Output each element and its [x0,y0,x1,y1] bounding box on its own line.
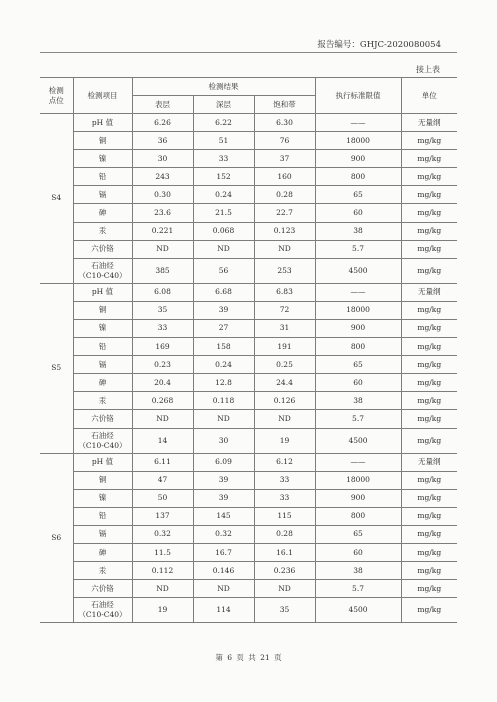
unit-cell: mg/kg [401,204,457,222]
limit-cell: 38 [315,392,401,410]
header-point [40,78,73,114]
unit-cell: mg/kg [401,562,457,580]
surface-cell: 0.30 [132,186,193,204]
deep-cell: 30 [193,428,254,453]
unit-cell: 无量纲 [401,453,457,471]
limit-cell: 60 [315,374,401,392]
unit-cell: mg/kg [401,374,457,392]
deep-cell: 39 [193,489,254,507]
unit-cell: mg/kg [401,258,457,283]
results-table [40,77,457,623]
surface-cell: 33 [132,319,193,337]
table-row [40,374,457,392]
table-row [40,114,457,132]
item-cell: 六价铬 [73,240,132,258]
item-cell: 铅 [73,338,132,356]
deep-cell: 33 [193,150,254,168]
deep-cell: 0.118 [193,392,254,410]
saturated-cell: 0.126 [254,392,315,410]
deep-cell: 0.146 [193,562,254,580]
saturated-cell: 35 [254,598,315,623]
unit-cell: mg/kg [401,150,457,168]
table-row [40,150,457,168]
item-cell: 铅 [73,507,132,525]
surface-cell: 50 [132,489,193,507]
point-label: S5 [40,283,73,453]
limit-cell: 60 [315,543,401,561]
unit-cell: mg/kg [401,471,457,489]
deep-cell: 39 [193,471,254,489]
unit-cell: mg/kg [401,301,457,319]
table-row [40,258,457,283]
item-cell: 镍 [73,489,132,507]
limit-cell: 60 [315,204,401,222]
item-cell [73,428,132,453]
saturated-cell: 115 [254,507,315,525]
item-cell: 六价铬 [73,410,132,428]
unit-cell: mg/kg [401,525,457,543]
saturated-cell: 72 [254,301,315,319]
saturated-cell: 6.30 [254,114,315,132]
saturated-cell: 0.28 [254,186,315,204]
point-label: S4 [40,114,73,284]
saturated-cell: 33 [254,471,315,489]
item-cell: 砷 [73,374,132,392]
deep-cell: 152 [193,168,254,186]
deep-cell: 56 [193,258,254,283]
surface-cell: 6.08 [132,283,193,301]
deep-cell: ND [193,580,254,598]
surface-cell: 385 [132,258,193,283]
saturated-cell: 0.28 [254,525,315,543]
item-cell: pH 值 [73,114,132,132]
unit-cell: mg/kg [401,428,457,453]
limit-cell: 800 [315,338,401,356]
deep-cell: ND [193,240,254,258]
surface-cell: 19 [132,598,193,623]
saturated-cell: 31 [254,319,315,337]
limit-cell: 900 [315,319,401,337]
limit-cell: 38 [315,222,401,240]
unit-cell: mg/kg [401,489,457,507]
header-saturated: 饱和带 [254,96,315,114]
saturated-cell: 19 [254,428,315,453]
item-cell: pH 值 [73,453,132,471]
saturated-cell: ND [254,410,315,428]
table-row [40,562,457,580]
header-divider [40,52,457,53]
unit-cell: mg/kg [401,507,457,525]
deep-cell: ND [193,410,254,428]
surface-cell: 35 [132,301,193,319]
item-cell: 铜 [73,301,132,319]
saturated-cell: 191 [254,338,315,356]
table-row [40,428,457,453]
table-row [40,543,457,561]
deep-cell: 39 [193,301,254,319]
item-cell: 镉 [73,356,132,374]
unit-cell: mg/kg [401,410,457,428]
header-limit: 执行标准限值 [315,78,401,114]
deep-cell: 27 [193,319,254,337]
unit-cell: mg/kg [401,132,457,150]
table-row [40,222,457,240]
unit-cell: mg/kg [401,543,457,561]
item-cell: pH 值 [73,283,132,301]
unit-cell: mg/kg [401,319,457,337]
unit-cell: mg/kg [401,168,457,186]
table-row [40,410,457,428]
limit-cell: —— [315,114,401,132]
limit-cell: 18000 [315,132,401,150]
table-row [40,132,457,150]
surface-cell: 11.5 [132,543,193,561]
saturated-cell: 0.123 [254,222,315,240]
saturated-cell: 6.83 [254,283,315,301]
deep-cell: 0.068 [193,222,254,240]
saturated-cell: 37 [254,150,315,168]
table-row [40,356,457,374]
saturated-cell: 0.25 [254,356,315,374]
surface-cell: 243 [132,168,193,186]
item-cell: 砷 [73,543,132,561]
table-row [40,283,457,301]
header-unit: 单位 [401,78,457,114]
item-cell: 镉 [73,525,132,543]
table-row [40,453,457,471]
deep-cell: 16.7 [193,543,254,561]
unit-cell: mg/kg [401,598,457,623]
item-name: 石油烃 [91,430,114,440]
saturated-cell: ND [254,580,315,598]
unit-cell: 无量纲 [401,114,457,132]
unit-cell: mg/kg [401,580,457,598]
header-deep: 深层 [193,96,254,114]
limit-cell: 800 [315,507,401,525]
deep-cell: 6.22 [193,114,254,132]
table-row [40,301,457,319]
limit-cell: 5.7 [315,410,401,428]
deep-cell: 6.09 [193,453,254,471]
item-cell: 铜 [73,471,132,489]
surface-cell: 30 [132,150,193,168]
table-row [40,240,457,258]
saturated-cell: 253 [254,258,315,283]
surface-cell: ND [132,580,193,598]
header-surface: 表层 [132,96,193,114]
deep-cell: 12.8 [193,374,254,392]
deep-cell: 0.24 [193,186,254,204]
deep-cell: 0.32 [193,525,254,543]
report-number: 报告编号：GHJC-2020080054 [317,40,441,50]
item-cell: 铜 [73,132,132,150]
header-point-line2: 点位 [48,95,64,105]
surface-cell: 36 [132,132,193,150]
table-row [40,525,457,543]
item-cell: 六价铬 [73,580,132,598]
unit-cell: mg/kg [401,392,457,410]
item-cell: 汞 [73,392,132,410]
limit-cell: 4500 [315,428,401,453]
saturated-cell: 22.7 [254,204,315,222]
table-row [40,186,457,204]
limit-cell: 4500 [315,598,401,623]
limit-cell: 5.7 [315,580,401,598]
deep-cell: 145 [193,507,254,525]
table-row [40,338,457,356]
deep-cell: 114 [193,598,254,623]
item-range: （C10-C40） [78,440,127,450]
item-cell: 汞 [73,562,132,580]
deep-cell: 0.24 [193,356,254,374]
unit-cell: mg/kg [401,356,457,374]
limit-cell: 900 [315,150,401,168]
limit-cell: 65 [315,356,401,374]
header-point-line1: 检测 [48,85,64,95]
deep-cell: 158 [193,338,254,356]
limit-cell: 900 [315,489,401,507]
item-cell [73,598,132,623]
surface-cell: 0.112 [132,562,193,580]
deep-cell: 6.68 [193,283,254,301]
saturated-cell: 0.236 [254,562,315,580]
surface-cell: ND [132,410,193,428]
saturated-cell: 16.1 [254,543,315,561]
table-header [40,78,457,114]
deep-cell: 21.5 [193,204,254,222]
unit-cell: 无量纲 [401,283,457,301]
item-cell [73,258,132,283]
saturated-cell: ND [254,240,315,258]
limit-cell: 800 [315,168,401,186]
item-name: 石油烃 [91,260,114,270]
header-results: 检测结果 [132,78,315,96]
surface-cell: 0.32 [132,525,193,543]
item-cell: 镍 [73,319,132,337]
unit-cell: mg/kg [401,338,457,356]
table-body [40,114,457,623]
item-cell: 镍 [73,150,132,168]
surface-cell: 0.23 [132,356,193,374]
limit-cell: 65 [315,186,401,204]
table-row [40,598,457,623]
surface-cell: 0.268 [132,392,193,410]
surface-cell: 47 [132,471,193,489]
saturated-cell: 33 [254,489,315,507]
table-row [40,168,457,186]
surface-cell: 6.26 [132,114,193,132]
limit-cell: —— [315,283,401,301]
table-row [40,319,457,337]
limit-cell: 38 [315,562,401,580]
table-row [40,489,457,507]
surface-cell: 0.221 [132,222,193,240]
item-cell: 镉 [73,186,132,204]
limit-cell: —— [315,453,401,471]
unit-cell: mg/kg [401,240,457,258]
table-row [40,471,457,489]
point-label: S6 [40,453,73,623]
item-range: （C10-C40） [78,270,127,280]
item-cell: 汞 [73,222,132,240]
limit-cell: 65 [315,525,401,543]
header-item: 检测项目 [73,78,132,114]
item-cell: 铅 [73,168,132,186]
item-name: 石油烃 [91,600,114,610]
surface-cell: 169 [132,338,193,356]
item-cell: 砷 [73,204,132,222]
limit-cell: 4500 [315,258,401,283]
surface-cell: 23.6 [132,204,193,222]
table-row [40,392,457,410]
table-row [40,204,457,222]
saturated-cell: 76 [254,132,315,150]
unit-cell: mg/kg [401,222,457,240]
table-row [40,580,457,598]
surface-cell: 6.11 [132,453,193,471]
saturated-cell: 160 [254,168,315,186]
surface-cell: 14 [132,428,193,453]
continued-label: 接上表 [416,65,440,74]
surface-cell: 20.4 [132,374,193,392]
saturated-cell: 24.4 [254,374,315,392]
table-row [40,507,457,525]
limit-cell: 5.7 [315,240,401,258]
deep-cell: 51 [193,132,254,150]
surface-cell: 137 [132,507,193,525]
item-range: （C10-C40） [78,610,127,620]
limit-cell: 18000 [315,471,401,489]
saturated-cell: 6.12 [254,453,315,471]
unit-cell: mg/kg [401,186,457,204]
surface-cell: ND [132,240,193,258]
limit-cell: 18000 [315,301,401,319]
page-footer: 第 6 页 共 21 页 [215,653,282,662]
